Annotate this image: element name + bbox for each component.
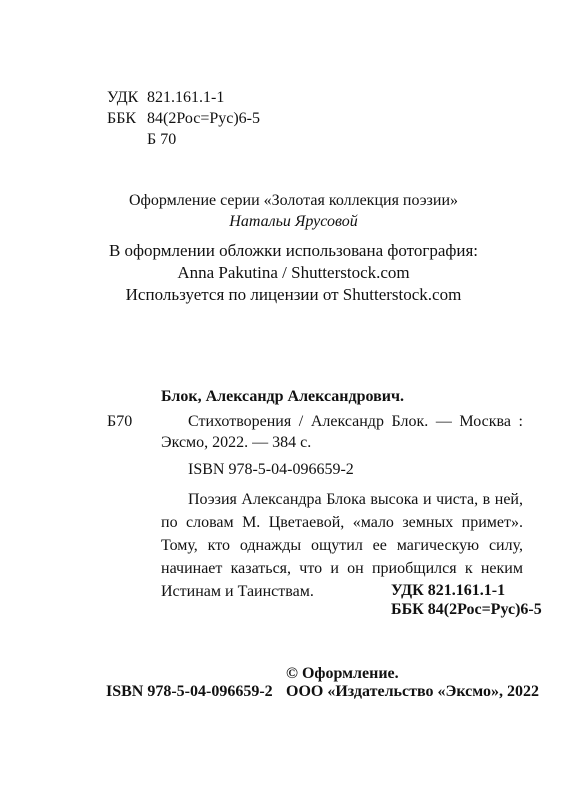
photo-license: Используется по лицензии от Shutterstock.com (125, 285, 462, 304)
catalog-bbk: ББК 84(2Рос=Рус)6-5 (391, 601, 542, 618)
udk-value: 821.161.1-1 (147, 89, 225, 106)
series-design-line: Оформление серии «Золотая коллекция поэзии» (128, 192, 458, 209)
copyright-line: © Оформление. (286, 665, 399, 682)
bbk-value: 84(2Рос=Рус)6-5 (147, 110, 261, 127)
bbk-label: ББК (107, 110, 137, 127)
cover-photo-line: В оформлении обложки использована фотография: (108, 241, 479, 260)
publisher-line: ООО «Издательство «Эксмо», 2022 (286, 683, 539, 700)
catalog-mark: Б70 (107, 413, 133, 430)
photo-credit: Anna Pakutina / Shutterstock.com (177, 263, 410, 282)
udk-label: УДК (107, 89, 139, 106)
series-designer: Натальи Ярусовой (229, 213, 358, 230)
catalog-annotation: Поэзия Александра Блока высока и чиста, в ней, по словам М. Цветаевой, «мало земных примет». Тому, кто однажды ощутил ее магическую силу, начинает казаться, что и он приобщился к неким Истинам и Таинствам. (161, 491, 523, 600)
catalog-title-line1: Стихотворения / Александр Блок. — Москва : (188, 413, 523, 430)
author-mark: Б 70 (147, 131, 177, 148)
catalog-author: Блок, Александр Александрович. (161, 388, 404, 405)
footer-isbn: ISBN 978-5-04-096659-2 (106, 683, 273, 700)
catalog-udk: УДК 821.161.1-1 (391, 582, 506, 599)
catalog-title-line2: Эксмо, 2022. — 384 с. (161, 434, 312, 451)
catalog-isbn: ISBN 978-5-04-096659-2 (188, 461, 354, 478)
